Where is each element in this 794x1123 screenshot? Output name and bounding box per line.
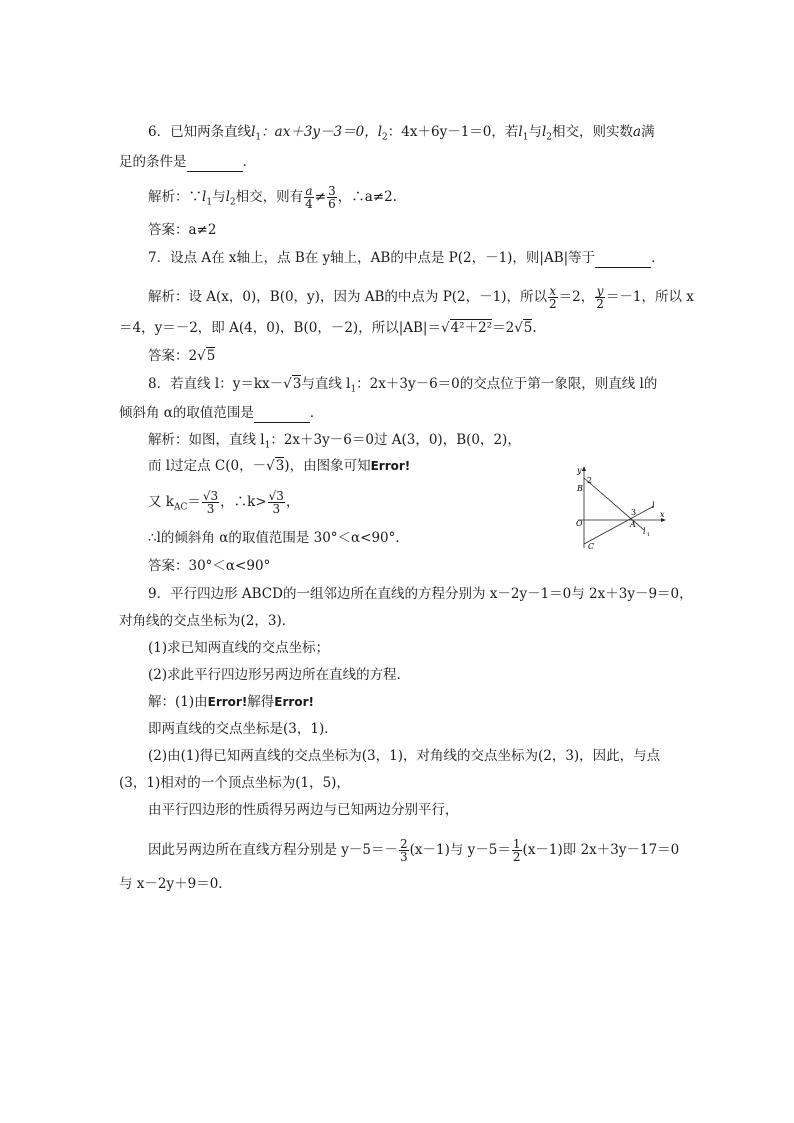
- q7-sol-text: ＝2，: [558, 289, 595, 305]
- q7-sol-text: ＝－1，所以 x: [605, 289, 694, 305]
- q8-answer: 答案：30°＜α<90°: [148, 558, 271, 574]
- q6-text: 相交，则实数: [552, 124, 634, 140]
- numerator: a: [305, 184, 313, 198]
- point-c-label: C: [588, 542, 595, 551]
- q6-sub: 1: [206, 197, 213, 208]
- q6-solution: [148, 185, 397, 213]
- line-l1-label: l: [643, 527, 646, 536]
- q6-var: l: [251, 124, 256, 140]
- q9-sol-text: 解得: [247, 694, 275, 710]
- line-l1-sub: 1: [647, 532, 651, 538]
- q6-text: 满: [641, 124, 655, 140]
- q7-sol-text: ＝4，y＝－2，即 A(4，0)，B(0，－2)，所以|AB|＝: [119, 320, 441, 336]
- q9-solution-line2: 即两直线的交点坐标是(3，1)．: [148, 721, 338, 737]
- line-l-label: l: [652, 501, 655, 510]
- error-placeholder: Error!: [370, 459, 411, 473]
- q6-text: 与: [528, 124, 542, 140]
- q7-solution-line1: [148, 285, 694, 310]
- q9-sol-text: (x－1)即 2x＋3y－17＝0: [522, 842, 680, 858]
- denominator: 6: [328, 197, 336, 211]
- numerator: 3: [328, 184, 336, 198]
- sqrt-content: 5: [523, 320, 533, 336]
- answer-blank: [595, 253, 651, 268]
- origin-label: O: [576, 519, 583, 528]
- fraction: [548, 285, 558, 310]
- fraction: [327, 185, 337, 210]
- q9-solution-line3: (2)由(1)得已知两直线的交点坐标为(3，1)，对角线的交点坐标为(2，3)，因此，与点: [148, 748, 661, 764]
- q6-sub: 1: [522, 132, 529, 143]
- q7-text: 7．设点 A在 x轴上，点 B在 y轴上，AB的中点是 P(2，－1)，则|AB|等于: [148, 250, 596, 266]
- q6-sub: 2: [229, 197, 236, 208]
- q6-text: 6．已知两条直线: [148, 124, 252, 140]
- neq-sign: ≠: [314, 189, 327, 205]
- q7-stem: [148, 248, 665, 268]
- numerator: 2: [400, 837, 408, 851]
- q8-sol-text: 而 l过定点 C(0，－: [148, 458, 267, 474]
- q9-solution-line4: (3，1)相对的一个顶点坐标为(1，5)，: [119, 775, 350, 791]
- tick-3-label: 3: [631, 508, 637, 517]
- fraction: [268, 490, 285, 515]
- q9-solution-line1: [148, 692, 314, 712]
- q8-sub: AC: [173, 502, 188, 513]
- numerator: x: [549, 284, 557, 298]
- fraction: [595, 285, 605, 310]
- q6-sub: 2: [382, 132, 388, 143]
- q8-solution-line4: ∴l的倾斜角 α的取值范围是 30°＜α<90°．: [148, 530, 409, 546]
- q8-text: 8．若直线 l：y＝kx－: [148, 376, 284, 392]
- fraction: [202, 490, 219, 515]
- sqrt-content: 5: [206, 348, 216, 364]
- q7-text: ．: [651, 250, 665, 266]
- q6-sol-text: ，∴a≠2.: [337, 189, 397, 205]
- numerator: √3: [268, 489, 284, 503]
- denominator: 3: [272, 502, 281, 516]
- denominator: 2: [596, 297, 604, 311]
- y-label: y: [577, 466, 582, 475]
- q9-solution-line5: 由平行四边形的性质得另两边与已知两边分别平行，: [148, 802, 459, 818]
- q8-text: ：2x＋3y－6＝0的交点位于第一象限，则直线 l的: [356, 376, 658, 392]
- q7-sol-text: .: [532, 320, 537, 336]
- q6-var: l: [541, 124, 547, 140]
- q6-sol-text: 与: [212, 189, 226, 205]
- q9-part2: (2)求此平行四边形另两边所在直线的方程．: [148, 667, 411, 683]
- q8-solution-line1: [148, 430, 521, 456]
- q9-solution-line6: [148, 838, 679, 863]
- q8-text: 倾斜角 α的取值范围是: [119, 405, 254, 421]
- fraction: [399, 838, 409, 863]
- q9-sol-text: 因此另两边所在直线方程分别是 y－5＝－: [148, 842, 399, 858]
- q8-text: ．: [309, 405, 324, 421]
- q8-stem-line1: 8．若直线 l：y＝kx－√3与直线 $l_1$：2x＋3y－6＝0的交点位于第一象限，则直线 l的: [148, 376, 658, 395]
- q8-figure: [574, 464, 670, 552]
- q8-solution-line2: 而 l过定点 C(0，－√3)，由图象可知Error!: [148, 458, 411, 474]
- q8-sub: 1: [350, 384, 357, 395]
- q9-sol-text: 解：(1)由: [148, 694, 208, 710]
- q7-solution-line2: ＝4，y＝－2，即 A(4，0)，B(0，－2)，所以|AB|＝√4²＋2²＝2√5.: [119, 320, 537, 336]
- y-axis-arrow: [582, 466, 586, 471]
- numerator: 1: [512, 837, 521, 851]
- q8-text: 与直线 l: [301, 376, 351, 392]
- q7-sol-text: 解析：设 A(x，0)，B(0，y)，因为 AB的中点为 P(2，－1)，所以: [148, 289, 547, 305]
- q6-sub: 1: [255, 132, 262, 143]
- numerator: y: [596, 284, 604, 298]
- sqrt-content: 3: [292, 376, 302, 392]
- q8-sol-text: ，: [285, 494, 300, 510]
- q9-solution-line7: 与 x－2y＋9＝0.: [119, 876, 223, 892]
- fraction: [304, 185, 314, 210]
- q8-stem-line2: [119, 403, 323, 423]
- denominator: 3: [206, 502, 215, 516]
- fraction: [512, 838, 522, 863]
- q7-sol-text: ＝2: [492, 320, 515, 336]
- answer-blank: [254, 408, 310, 423]
- q6-sub: 2: [546, 132, 553, 143]
- q6-text: ．: [242, 154, 256, 170]
- q6-var: l: [225, 189, 230, 205]
- q6-eq2: ：4x＋6y－1＝0，若: [387, 124, 519, 140]
- q7-answer: 答案：2√5: [148, 348, 216, 364]
- q6-text: 足的条件是: [119, 154, 187, 170]
- point-b-label: B: [577, 484, 583, 493]
- line-l: [584, 506, 654, 544]
- denominator: 2: [512, 850, 521, 864]
- q6-eq1: ：ax＋3y－3＝0，: [261, 124, 378, 140]
- error-placeholder: Error!: [274, 695, 314, 709]
- q6-sol-text: 相交，则有: [235, 189, 304, 205]
- q6-var: a: [633, 124, 642, 140]
- q6-var: l: [518, 124, 523, 140]
- sqrt-content: 3: [275, 458, 285, 474]
- point-a-label: A: [630, 520, 636, 529]
- q8-sol-text: ：2x＋3y－6＝0过 A(3，0)，B(0，2)，: [270, 432, 521, 448]
- answer-blank: [187, 157, 243, 172]
- q6-var: l: [202, 189, 207, 205]
- q8-sub: 1: [264, 440, 271, 451]
- q8-sol-text: 又 k: [148, 494, 174, 510]
- denominator: 4: [305, 197, 313, 211]
- q7-answer-text: 答案：2: [148, 348, 198, 364]
- q9-sol-text: (x－1)与 y－5＝: [409, 842, 511, 858]
- q8-sol-text: ＝: [187, 494, 201, 510]
- q6-var: l: [377, 124, 383, 140]
- q9-stem-line1: 9．平行四边形 ABCD的一组邻边所在直线的方程分别为 x－2y－1＝0与 2x＋3y－9＝0，: [148, 586, 693, 602]
- q8-sol-text: 解析：如图，直线 l: [148, 432, 265, 448]
- denominator: 2: [549, 297, 557, 311]
- error-placeholder: Error!: [207, 695, 248, 709]
- q8-solution-line3: [148, 490, 299, 518]
- tick-2-label: 2: [587, 476, 593, 485]
- numerator: √3: [202, 489, 219, 503]
- q6-sol-text: 解析：∵: [148, 189, 202, 205]
- sqrt-content: 4²＋2²: [450, 320, 493, 336]
- q9-stem-line2: 对角线的交点坐标为(2，3)．: [119, 613, 296, 629]
- x-label: x: [660, 510, 665, 519]
- q6-stem-line2: [119, 152, 256, 172]
- q8-sol-text: )，由图象可知: [284, 458, 371, 474]
- q6-stem-line1: [148, 122, 655, 148]
- q9-part1: (1)求已知两直线的交点坐标；: [148, 640, 330, 656]
- q6-answer: 答案：a≠2: [148, 222, 217, 238]
- denominator: 3: [400, 850, 408, 864]
- q8-sol-text: ，∴k>: [220, 494, 267, 510]
